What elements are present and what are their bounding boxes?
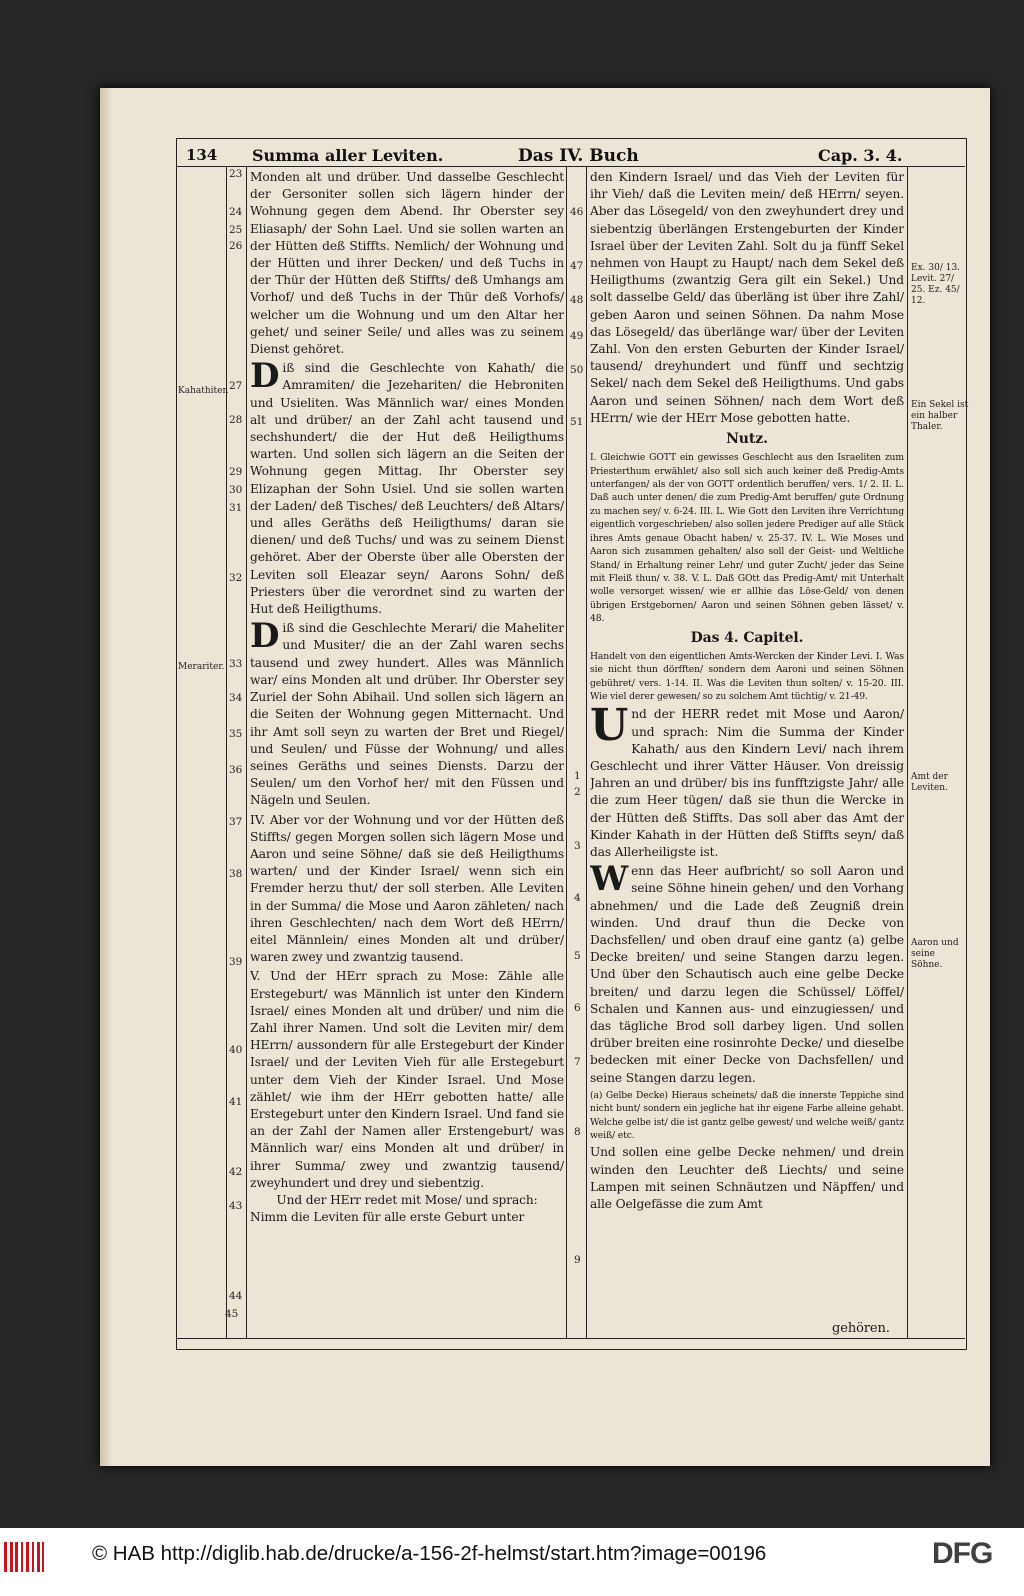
verse-number: 46 — [570, 206, 584, 218]
left-verse-numbers — [225, 0, 247, 1340]
paragraph-text: nd der HERR redet mit Mose und Aaron/ und sprach: Nim die Summa der Kinder Kahath/ aus den Kindern Levi/ nach ihrem Geschlecht und ihrer Vätter Häuser. Von dreissig Jahren an und drüber/ bis ins funfftzigste Jahr/ alle die zum Heer tügen/ daß sie thun die Wercke in der Hütten deß Stiffts. Das soll aber das Amt der Kinder Kahath in der Hütten deß Stiffts seyn/ daß das Allerheiligste ist. — [590, 707, 904, 859]
margin-note-kahath: Kahathiter. — [178, 386, 229, 396]
paragraph-text: iß sind die Geschlechte von Kahath/ die Amramiten/ die Jezehariten/ die Hebroniten und Usieliten. Was Männlich war/ eines Monden alt und drüber/ an der Zahl acht tausend und sechshundert/ die der Hut deß Heiligthums warten. Und sollen sich lägern an die Seiten der Wohnung gegen Mittag. Ihr Oberster sey Elizaphan der Sohn Usiel. Und sie sollen warten der Laden/ deß Tisches/ deß Leuchters/ deß Altars/ und alles Geräths deß Heiligthums/ daran sie dienen/ und deß Tuchs/ und was zu seinem Dienst gehöret. Aber der Oberste über alle Obersten der Leviten soll Eleazar seyn/ Aarons Sohn/ deß Priesters über die verordnet sind zu warten der Hut deß Heiligthums. — [250, 361, 564, 617]
verse-number: 40 — [229, 1044, 243, 1056]
verse-number: 50 — [570, 364, 584, 376]
paragraph-text: Und der HErr sprach zu Mose: Zähle alle Erstegeburt/ was Männlich ist unter den Kindern Israel/ eines Monden alt und drüber/ und nim die Zahl ihrer Namen. Und solt die Leviten mir/ dem HErrn/ aussondern für alle Erstegeburt der Kinder Israel/ und der Leviten Vieh für alle Erstegeburt unter dem Vieh der Kinder Israel. Und Mose zählet/ wie ihm der HErr gebotten hatte/ alle Erstegeburt unter den Kindern Israel. Und fand sie an der Zahl der Namen aller Erstengeburt/ was Männlich war/ eins Monden alt und drüber/ in ihrer Summa/ zwey und zwantzig tausend/ zweyhundert und drey und siebentzig. — [250, 969, 564, 1190]
paragraph: Und sollen eine gelbe Decke nehmen/ und drein winden den Leuchter deß Liechts/ und seine Lampen mit seinen Schnäutzen und Näpffen/ und alle Oelgefässe die zum Amt — [590, 1145, 904, 1212]
book-title: Das IV. Buch — [518, 146, 639, 166]
verse-number: 27 — [229, 380, 243, 392]
section-numeral: IV. — [250, 812, 266, 827]
verse-number: 23 — [229, 168, 243, 180]
left-margin-rule — [226, 166, 227, 1338]
verse-number: 31 — [229, 502, 243, 514]
verse-number: 5 — [574, 950, 581, 962]
catchword: gehören. — [832, 1321, 890, 1336]
verse-number: 33 — [229, 658, 243, 670]
verse-number: 2 — [574, 786, 581, 798]
paragraph-text: enn das Heer aufbricht/ so soll Aaron und seine Söhne hinein gehen/ und den Vorhang abnehmen/ und die Lade deß Zeugniß drein winden. Und drauf thun die Decke von Dachsfellen/ und oben drauf eine gantz (a) gelbe Decke breiten/ und seine Stangen darzu legen. Und über den Schautisch auch eine gelbe Decke breiten/ und darzu legen die Schüssel/ Löffel/ Schalen und Kannen aus- und einzugiessen/ und das tägliche Brod soll darbey ligen. Und sollen drüber breiten eine rosinrohte Decke/ und dieselbe bedecken mit einer Decke von Dachsfellen/ und seine Stangen darzu legen. — [590, 864, 904, 1085]
verse-number: 4 — [574, 892, 581, 904]
nutz-heading: Nutz. — [726, 431, 768, 448]
verse-number: 38 — [229, 868, 243, 880]
running-title: Summa aller Leviten. — [252, 146, 444, 165]
margin-note-reference: Ex. 30/ 13. Levit. 27/ 25. Ez. 45/ 12. — [911, 263, 961, 306]
verse-number: 51 — [570, 416, 584, 428]
verse-number: 26 — [229, 240, 243, 252]
verse-number: 44 — [229, 1290, 243, 1302]
section-numeral: V. — [250, 969, 261, 984]
barcode-logo-icon — [4, 1542, 46, 1572]
verse-number: 39 — [229, 956, 243, 968]
verse-number: 35 — [229, 728, 243, 740]
drop-initial: D — [250, 616, 280, 657]
verse-number: 34 — [229, 692, 243, 704]
dfg-logo: DFG — [932, 1537, 993, 1570]
verse-number: 25 — [229, 224, 243, 236]
verse-number: 47 — [570, 260, 584, 272]
verse-number: 7 — [574, 1056, 581, 1068]
paragraph — [250, 356, 564, 618]
verse-number: 42 — [229, 1166, 243, 1178]
paragraph — [250, 616, 564, 809]
verse-number: 3 — [574, 840, 581, 852]
chapter-heading: Das 4. Capitel. — [690, 629, 804, 646]
drop-initial: D — [250, 356, 280, 397]
footer-bar — [0, 1528, 1024, 1596]
verse-number: 37 — [229, 816, 243, 828]
paragraph-text: iß sind die Geschlechte Merari/ die Maheliter und Musiter/ die an der Zahl waren sechs tausend und zwey hundert. Alles was Männlich war/ eins Monden alt und drüber. Ihr Oberster sey Zuriel der Sohn Abihail. Und sollen sich lägern an die Seiten der Wohnung gegen Mitternacht. Und ihr Amt soll seyn zu warten der Bret und Riegel/ und Seulen/ und Füsse der Wohnung/ und alles seines Geräths und seines Diensts. Darzu der Seulen/ um den Vorhof her/ mit den Füssen und Nägeln und Seulen. — [250, 621, 564, 808]
right-verse-numbers — [570, 0, 588, 1340]
margin-note-sekel: Ein Sekel ist ein halber Thaler. — [911, 400, 969, 432]
paragraph — [250, 968, 564, 1192]
copyright-link[interactable]: © HAB http://diglib.hab.de/drucke/a-156-2f-helmst/start.htm?image=00196 — [92, 1542, 767, 1565]
verse-number: 9 — [574, 1254, 581, 1266]
paragraph: Monden alt und drüber. Und dasselbe Geschlecht der Gersoniter sollen sich lägern hinder der Wohnung gegen dem Abend. Ihr Oberster sey Eliasaph/ der Sohn Lael. Und sie sollen warten an der Hütten deß Stiffts. Nemlich/ der Wohnung und der Hütten und ihrer Decken/ und deß Tuchs in der Thür der Hütten deß Stiffts/ deß Umhangs am Vorhof/ und deß Tuchs in der Thür deß Vorhofs/ welcher um die Wohnung und um den Altar her gehet/ und seiner Seile/ und alles was zu seinem Dienst gehöret. — [250, 170, 564, 357]
right-margin-rule — [907, 166, 908, 1338]
verse-44-line: Und der HErr redet mit Mose/ und sprach: — [276, 1192, 538, 1207]
margin-note-amt: Amt der Leviten. — [911, 772, 948, 793]
paragraph — [590, 859, 904, 1087]
verse-number: 1 — [574, 770, 581, 782]
verse-number: 8 — [574, 1126, 581, 1138]
verse-number: 24 — [229, 206, 243, 218]
verse-number: 29 — [229, 466, 243, 478]
verse-number: 43 — [229, 1200, 243, 1212]
right-text-column — [590, 169, 904, 1337]
chapter-summary: Handelt von den eigentlichen Amts-Wercken der Kinder Levi. I. Was sie nicht thun dörfften/ sondern dem Aaroni und seinen Söhnen gebühret/ vers. 1-14. II. Was die Leviten thun solten/ v. 15-20. III. Wie viel derer gewesen/ so zu solchem Amt tüchtig/ v. 21-49. — [590, 650, 904, 702]
paragraph — [250, 812, 564, 967]
verse-number: 48 — [570, 294, 584, 306]
verse-number: 30 — [229, 484, 243, 496]
verse-number: 36 — [229, 764, 243, 776]
verse-number: 45 — [225, 1308, 239, 1320]
nutz-text: I. Gleichwie GOTT ein gewisses Geschlecht aus den Israeliten zum Priesterthum erwählet/ also soll sich auch keiner deß Predig-Amts unterfangen/ als der von GOTT ordentlich beruffen/ vers. 1/ 2. II. L. Daß auch unter denen/ die zum Predig-Amt beruffen/ gute Ordnung zu machen sey/ v. 6-24. III. L. Wie Gott den Leviten ihre Verrichtung eigentlich vorgeschrieben/ also sollen jedere Prediger auf alle Stück ihres Amts genaue Obacht haben/ v. 25-37. IV. L. Wie Moses und Aaron sich zusammen gehalten/ also soll der Geist- und Weltliche Stand/ in Erhaltung reiner Lehr/ und guter Zucht/ jeder das Seine mit Fleiß thun/ v. 38. V. L. Daß GOtt das Predig-Amt/ mit Unterhalt wolle versorget wissen/ wie er allhie das Löse-Geld/ von denen übrigen Erstgebornen/ Aaron und seinen Söhnen geben lässet/ v. 48. — [590, 452, 904, 625]
left-text-column — [250, 169, 564, 1337]
verse-number: 32 — [229, 572, 243, 584]
verse-number: 49 — [570, 330, 584, 342]
drop-initial: W — [590, 859, 629, 900]
margin-note-aaron: Aaron und seine Söhne. — [911, 938, 959, 970]
chapter-label: Cap. 3. 4. — [818, 146, 903, 165]
footnote-a: (a) Gelbe Decke) Hieraus scheinets/ daß die innerste Teppiche sind nicht bunt/ sondern ein jegliche hat ihr eigene Farbe alleine gehabt. Welche gelbe ist/ die ist gantz gelbe gewest/ und welche weiß/ gantz weiß/ etc. — [590, 1089, 904, 1142]
margin-note-merari: Merariter. — [178, 662, 225, 672]
paragraph: den Kindern Israel/ und das Vieh der Leviten für ihr Vieh/ daß die Leviten mein/ deß HErrn/ seyen. Aber das Lösegeld/ von den zweyhundert drey und siebentzig überlängen Erstengeburten der Kinder Israel über der Leviten Zahl. Solt du ja fünff Sekel nehmen von Haupt zu Haupt/ nach dem Sekel deß Heiligthums (zwantzig Gera gilt ein Sekel.) Und solt dasselbe Geld/ das überläng ist über ihre Zahl/ geben Aaron und seinen Söhnen. Da nahm Mose das Lösegeld/ das überlänge war/ über der Leviten Zahl. Von den ersten Geburten der Kinder Israel/ tausend/ dreyhundert und fünff und sechtzig Sekel/ nach dem Sekel deß Heiligthums. Und gabs Aaron und seinen Söhnen/ nach dem Wort deß HErrn/ wie der HErr Mose gebotten hatte. — [590, 170, 904, 425]
drop-initial: U — [590, 700, 629, 752]
center-rule — [566, 166, 567, 1338]
verse-45-line: Nimm die Leviten für alle erste Geburt unter — [250, 1210, 525, 1225]
paragraph-text: Aber vor der Wohnung und vor der Hütten deß Stiffts/ gegen Morgen sollen sich lägern Mose und Aaron und seine Söhne/ daß sie deß Heiligthums warten/ und der Kinder Israel/ wenn sich ein Fremder herzu thut/ der soll sterben. Alle Leviten in der Summa/ die Mose und Aaron zähleten/ nach ihren Geschlechten/ nach dem Wort deß HErrn/ eitel Männlein/ eines Monden alt und drüber/ waren zwey und zwantzig tausend. — [250, 812, 564, 965]
page-number: 134 — [186, 146, 218, 164]
paragraph — [590, 700, 904, 861]
verse-number: 6 — [574, 1002, 581, 1014]
verse-number: 28 — [229, 414, 243, 426]
verse-number: 41 — [229, 1096, 243, 1108]
